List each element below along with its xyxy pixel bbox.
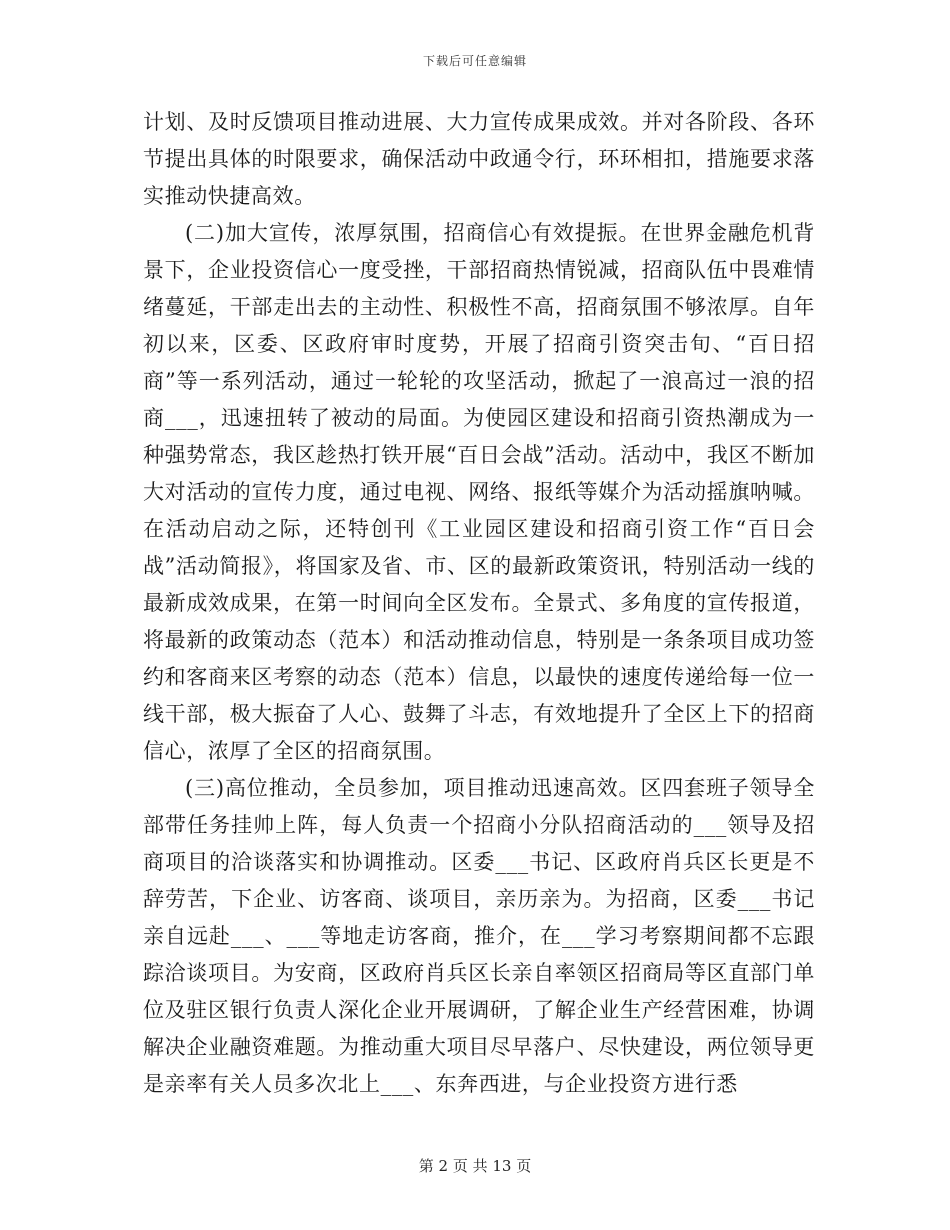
paragraph-section-two: (二)加大宣传，浓厚氛围，招商信心有效提振。在世界金融危机背景下，企业投资信心一度受挫，干部招商热情锐减，招商队伍中畏难情绪蔓延，干部走出去的主动性、积极性不高，招商氛围不够浓厚。自年初以来，区委、区政府审时度势，开展了招商引资突击旬、“百日招商”等一系列活动，通过一轮轮的攻坚活动，掀起了一浪高过一浪的招商___，迅速扭转了被动的局面。为使园区建设和招商引资热潮成为一种强势常态，我区趁热打铁开展“百日会战”活动。活动中，我区不断加大对活动的宣传力度，通过电视、网络、报纸等媒介为活动摇旗呐喊。在活动启动之际，还特创刊《工业园区建设和招商引资工作“百日会战”活动简报》，将国家及省、市、区的最新政策资讯，特别活动一线的最新成效成果，在第一时间向全区发布。全景式、多角度的宣传报道，将最新的政策动态（范本）和活动推动信息，特别是一条条项目成功签约和客商来区考察的动态（范本）信息，以最快的速度传递给每一位一线干部，极大振奋了人心、鼓舞了斗志，有效地提升了全区上下的招商信心，浓厚了全区的招商氛围。 (143, 221, 815, 763)
document-body (143, 104, 815, 1103)
page-header-note: 下载后可任意编辑 (422, 54, 527, 68)
paragraph-continuation: 计划、及时反馈项目推动进展、大力宣传成果成效。并对各阶段、各环节提出具体的时限要求，确保活动中政通令行，环环相扣，措施要求落实推动快捷高效。 (143, 110, 815, 208)
page-number-footer: 第 2 页 共 13 页 (418, 1157, 532, 1175)
paragraph-section-three: (三)高位推动，全员参加，项目推动迅速高效。区四套班子领导全部带任务挂帅上阵，每人负责一个招商小分队招商活动的___领导及招商项目的洽谈落实和协调推动。区委___书记、区政府肖兵区长更是不辞劳苦，下企业、访客商、谈项目，亲历亲为。为招商，区委___书记亲自远赴___、___等地走访客商，推介，在___学习考察期间都不忘跟踪洽谈项目。为安商，区政府肖兵区长亲自率领区招商局等区直部门单位及驻区银行负责人深化企业开展调研，了解企业生产经营困难，协调解决企业融资难题。为推动重大项目尽早落户、尽快建设，两位领导更是亲率有关人员多次北上___、东奔西进，与企业投资方进行悉 (143, 776, 815, 1096)
